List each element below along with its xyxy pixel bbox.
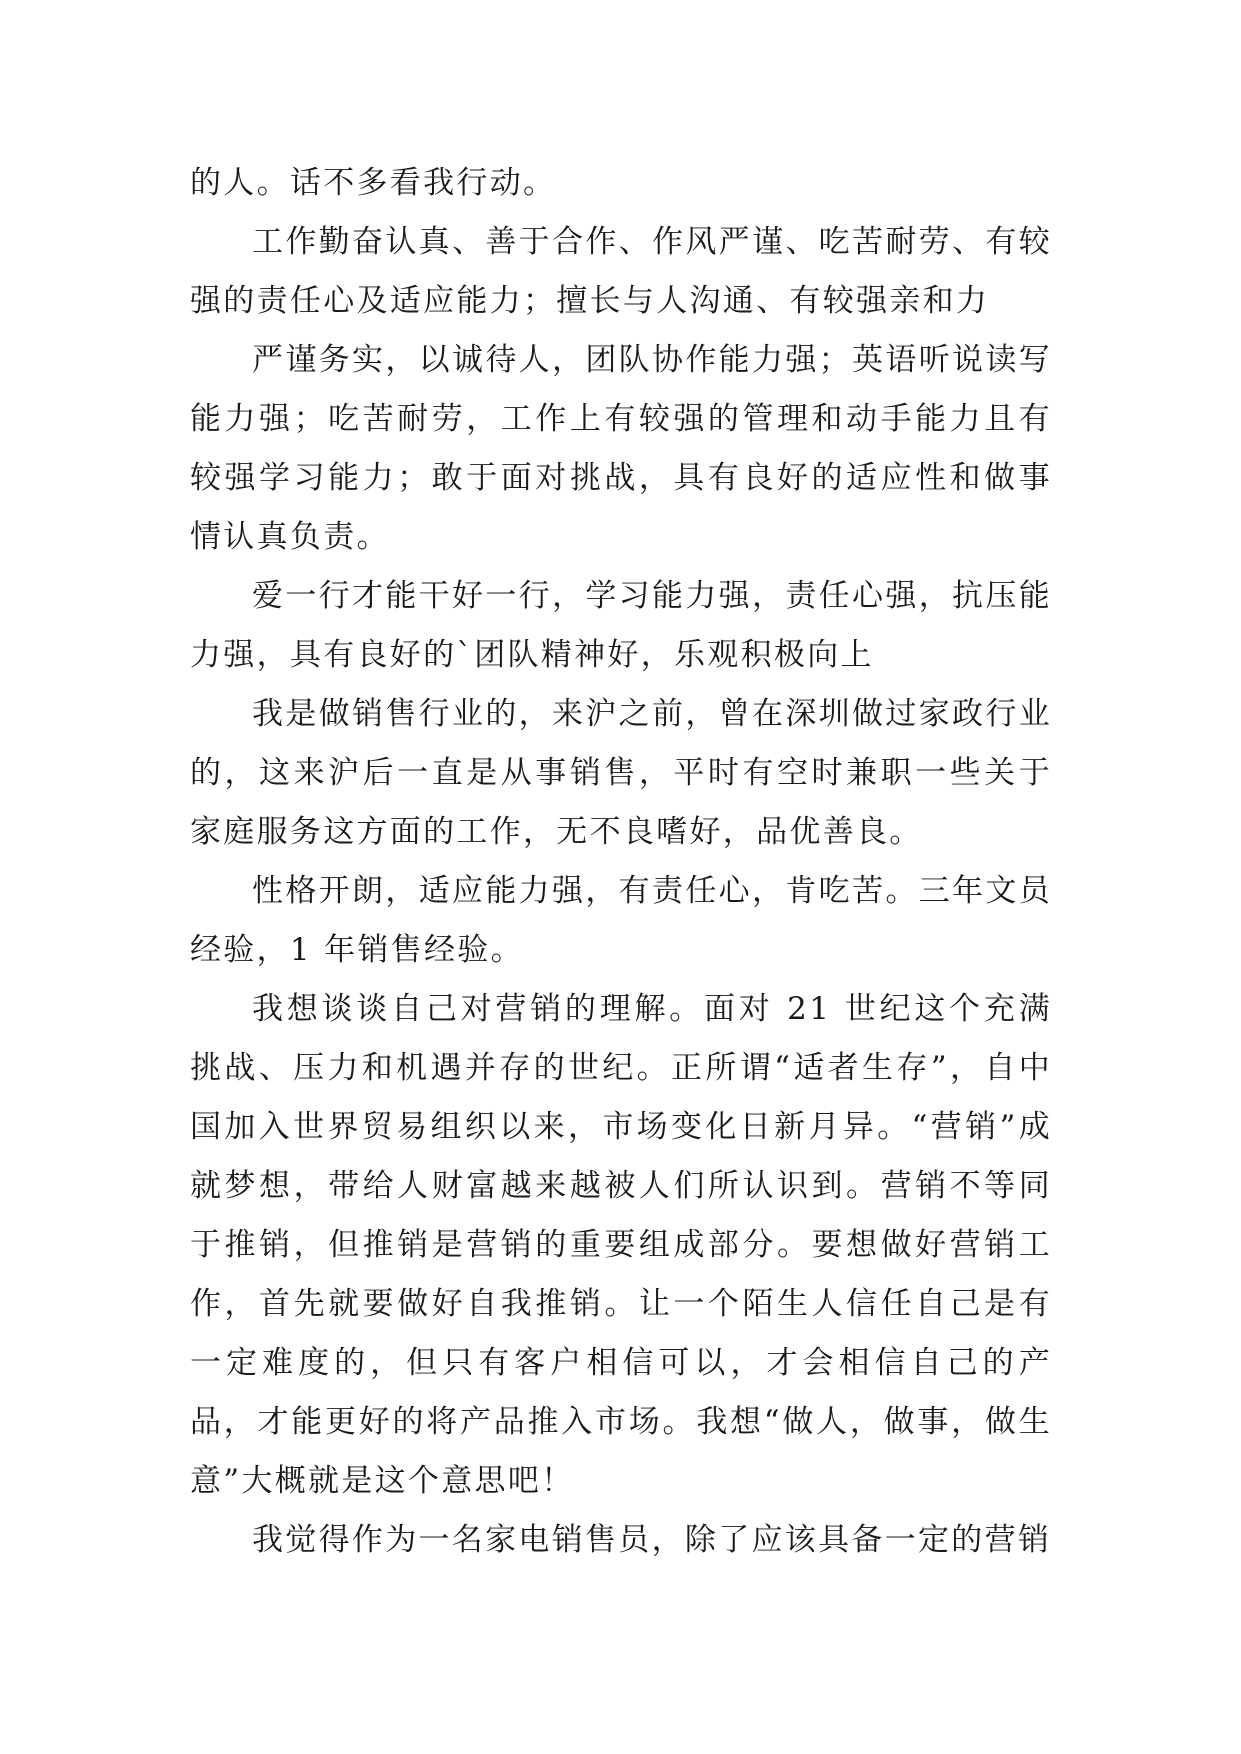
paragraph: 我觉得作为一名家电销售员，除了应该具备一定的营销 <box>252 1522 1052 1558</box>
paragraph-continued: 的人。话不多看我行动。 <box>190 165 557 201</box>
paragraph: 工作勤奋认真、善于合作、作风严谨、吃苦耐劳、有较强的责任心及适应能力；擅长与人沟通、有较强亲和力 <box>190 224 1052 319</box>
paragraph: 性格开朗，适应能力强，有责任心，肯吃苦。三年文员经验，1 年销售经验。 <box>190 873 1052 968</box>
document-body <box>190 154 1052 1570</box>
paragraph: 我想谈谈自己对营销的理解。面对 21 世纪这个充满挑战、压力和机遇并存的世纪。正所谓“适者生存”，自中国加入世界贸易组织以来，市场变化日新月异。“营销”成就梦想，带给人财富越来越被人们所认识到。营销不等同于推销，但推销是营销的重要组成部分。要想做好营销工作，首先就要做好自我推销。让一个陌生人信任自己是有一定难度的，但只有客户相信可以，才会相信自己的产品，才能更好的将产品推入市场。我想“做人，做事，做生意”大概就是这个意思吧！ <box>190 991 1052 1499</box>
paragraph: 严谨务实，以诚待人，团队协作能力强；英语听说读写能力强；吃苦耐劳，工作上有较强的管理和动手能力且有较强学习能力；敢于面对挑战，具有良好的适应性和做事情认真负责。 <box>190 342 1052 555</box>
paragraph: 爱一行才能干好一行，学习能力强，责任心强，抗压能力强，具有良好的`团队精神好，乐观积极向上 <box>190 578 1052 673</box>
paragraph: 我是做销售行业的，来沪之前，曾在深圳做过家政行业的，这来沪后一直是从事销售，平时有空时兼职一些关于家庭服务这方面的工作，无不良嗜好，品优善良。 <box>190 696 1052 850</box>
